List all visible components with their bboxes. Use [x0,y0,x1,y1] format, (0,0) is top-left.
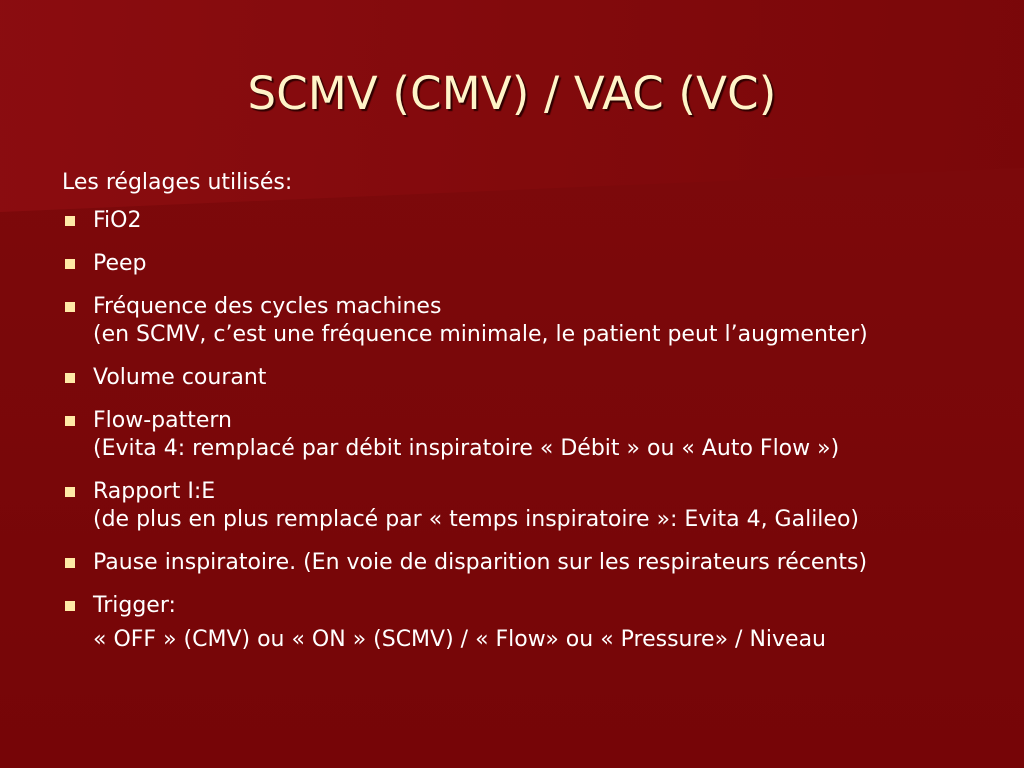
square-bullet-icon [65,302,75,312]
list-item [62,549,1002,577]
list-item-text: FiO2 [93,208,142,233]
list-item-text: Trigger: [93,593,176,618]
square-bullet-icon [65,601,75,611]
list-item [62,250,1002,278]
list-item-text: Peep [93,251,147,276]
list-item-subtext: (en SCMV, c’est une fréquence minimale, le patient peut l’augmenter) [93,322,868,347]
list-item-text: Fréquence des cycles machines [93,294,442,319]
list-item-text: Volume courant [93,365,267,390]
square-bullet-icon [65,558,75,568]
list-item [62,407,1002,463]
list-item-text: Flow-pattern [93,408,232,433]
intro-text: Les réglages utilisés: [62,170,293,195]
list-item-text: Rapport I:E [93,479,216,504]
list-item [62,592,1002,654]
square-bullet-icon [65,373,75,383]
square-bullet-icon [65,416,75,426]
list-item-subtext: (de plus en plus remplacé par « temps inspiratoire »: Evita 4, Galileo) [93,507,859,532]
list-item-subtext: (Evita 4: remplacé par débit inspiratoire « Débit » ou « Auto Flow ») [93,436,840,461]
list-item [62,293,1002,349]
settings-list [62,207,1002,654]
slide-title: SCMV (CMV) / VAC (VC) [247,67,777,120]
list-item [62,364,1002,392]
square-bullet-icon [65,216,75,226]
list-item [62,207,1002,235]
slide-body [62,169,1002,669]
square-bullet-icon [65,259,75,269]
square-bullet-icon [65,487,75,497]
list-item [62,478,1002,534]
list-item-subtext: « OFF » (CMV) ou « ON » (SCMV) / « Flow» ou « Pressure» / Niveau [93,627,827,652]
list-item-text: Pause inspiratoire. (En voie de disparition sur les respirateurs récents) [93,550,868,575]
